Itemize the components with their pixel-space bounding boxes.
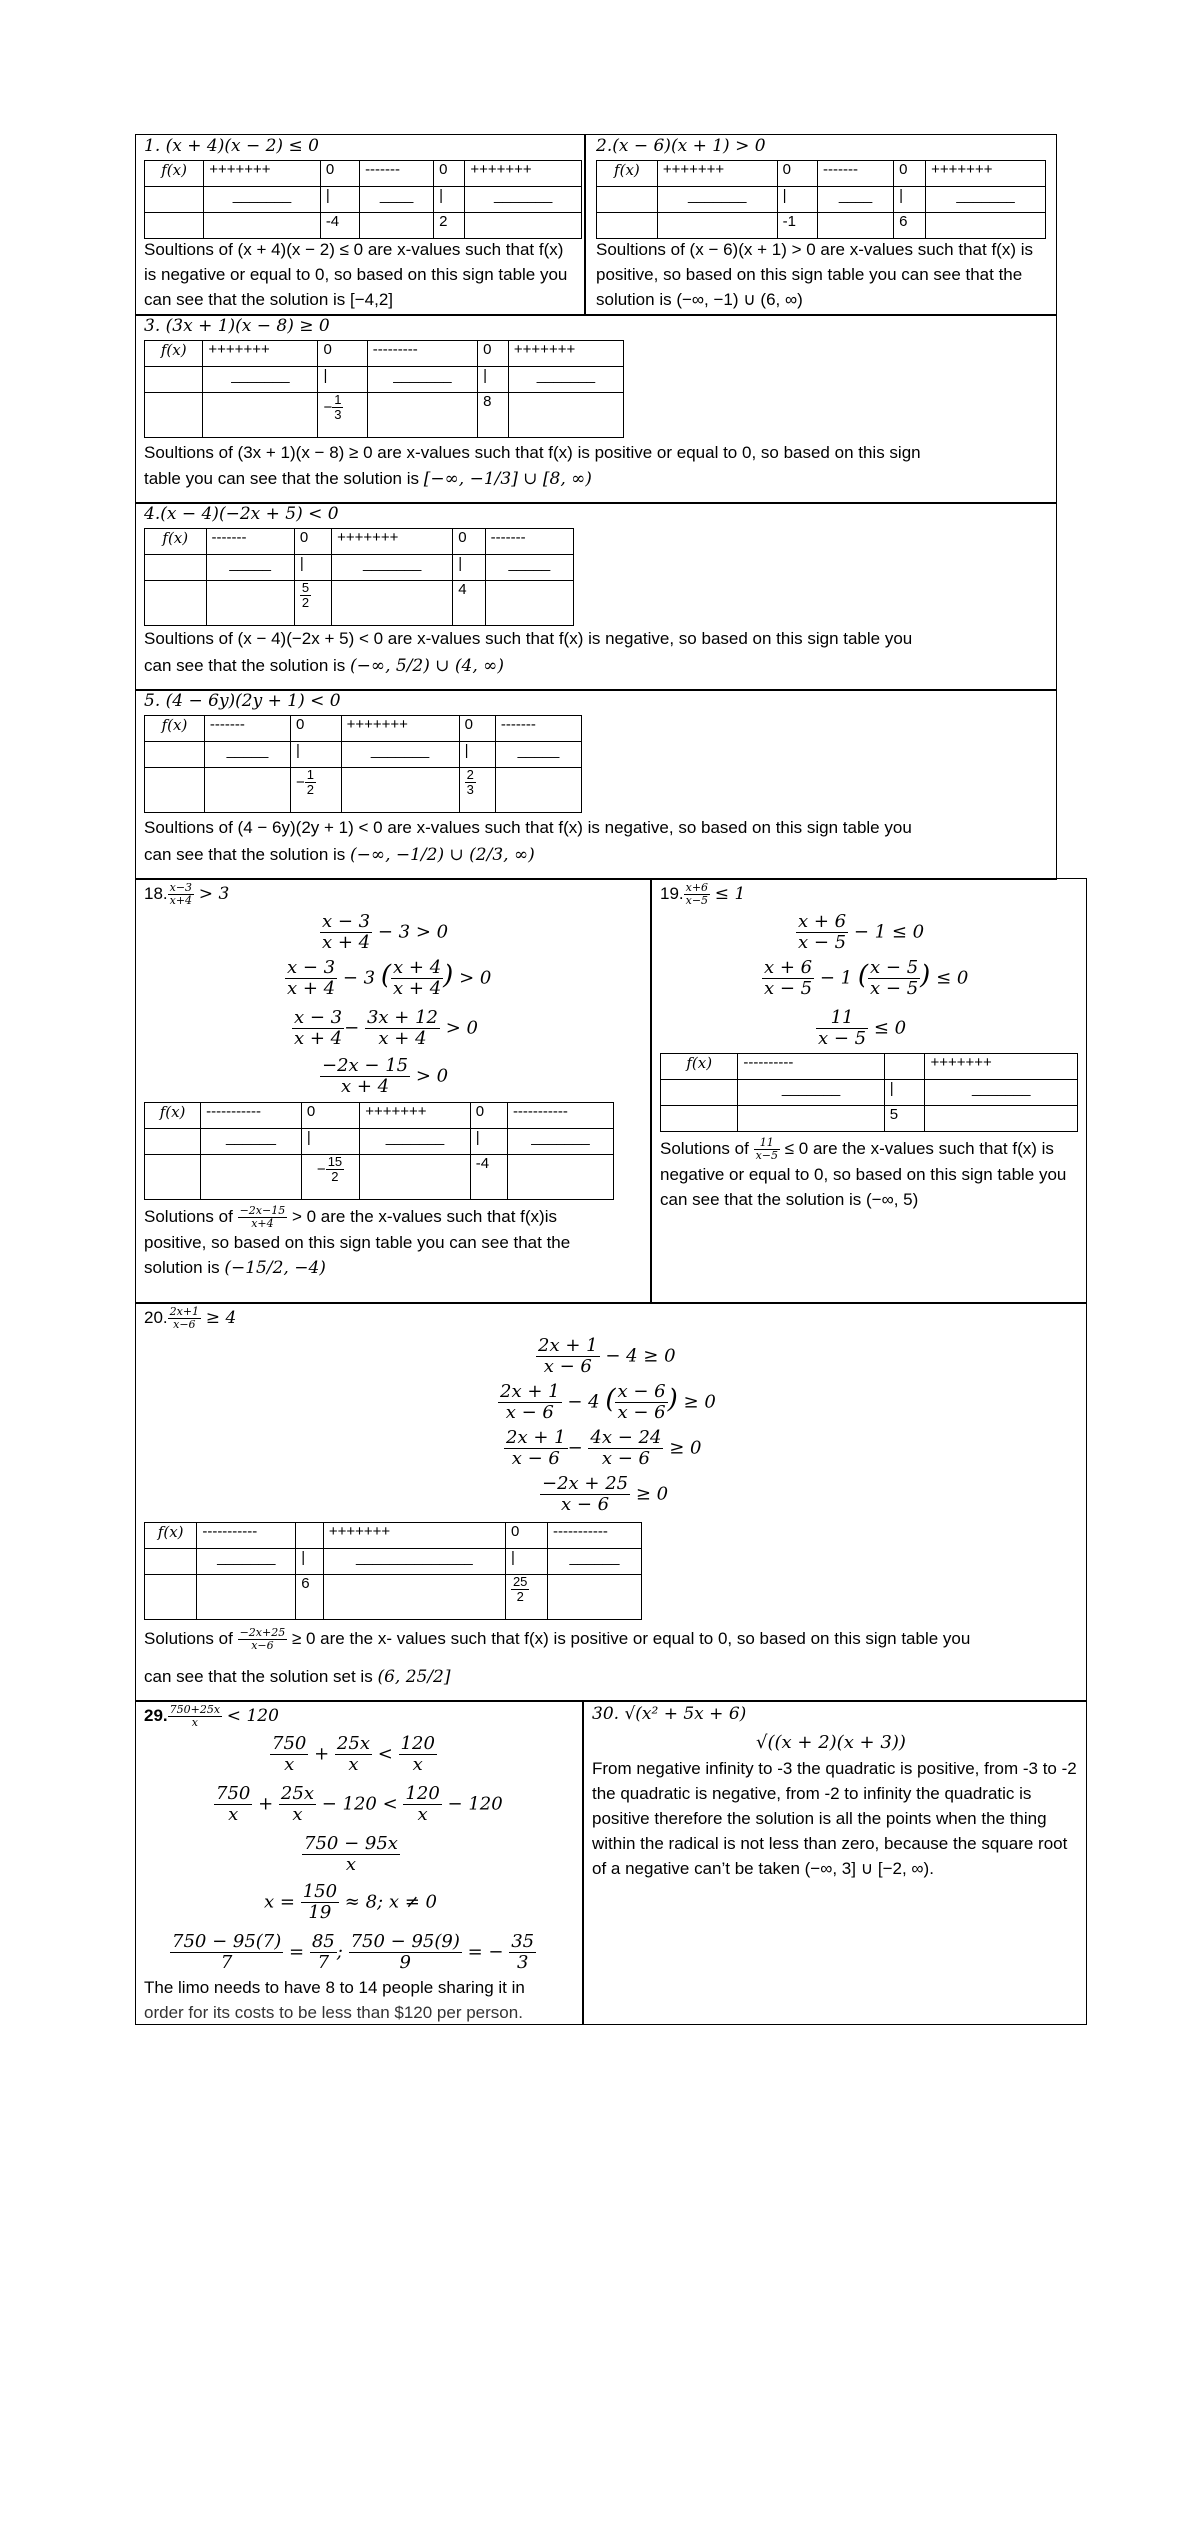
line-cell: _______ [367,367,477,393]
problem-19-step-2: $\frac{x + 6}{x - 5}$ − 1 ( $\frac{x - 5}{x - 5}$ ) ≤ 0 [764,957,969,999]
problem-18-step-2: $\frac{x - 3}{x + 4}$ − 3 ( $\frac{x + 4}{x + 4}$ ) > 0 [287,957,492,999]
bar-cell: | [505,1549,547,1575]
zero-value: $\frac{25}{2}$ [505,1575,547,1620]
problem-18-sign-table [144,1102,614,1200]
problem-19-title: 19. $\frac{x+6}{x-5}$ ≤ 1 [660,881,746,908]
problem-20-title: 20. $\frac{2x+1}{x-6}$ ≥ 4 [144,1305,237,1332]
problem-30-title: 30. √(x² + 5x + 6) [592,1704,747,1724]
sign-cell: 0 [470,1103,507,1129]
line-cell: _______ [738,1080,884,1106]
line-cell: ____ [360,187,434,213]
sign-cell: +++++++ [204,161,321,187]
problem-29-step-4: x = $\frac{150}{19}$ ≈ 8; x ≠ 0 [264,1881,437,1923]
problem-18-step-1: $\frac{x - 3}{x + 4}$ − 3 > 0 [322,911,449,953]
sign-cell: +++++++ [203,341,318,367]
problem-20-solution: (6, 25/2] [377,1667,451,1687]
problem-19-solution-text: Solutions of $\frac{11}{x-5}$ ≤ 0 are the x-values such that f(x) is negative or equal to 0, so based on this sign table you can see that the solution is (−∞, 5) [660,1135,1067,1210]
problem-3-solution: [−∞, −1/3] ∪ [8, ∞) [423,469,592,489]
sign-cell: 0 [777,161,817,187]
problem-20-step-3: $\frac{2x + 1}{x - 6}$ − $\frac{4x - 24}{x - 6}$ ≥ 0 [506,1427,702,1469]
problem-20-solution-lead: can see that the solution set is (6, 25/2] [144,1667,451,1687]
zero-value: $\frac{5}{2}$ [294,581,331,626]
sign-cell: ----------- [197,1523,296,1549]
problem-2-sign-table [596,160,1046,239]
sign-cell: +++++++ [657,161,777,187]
bar-cell: | [777,187,817,213]
problem-3-sign-table [144,340,624,438]
line-cell: _____ [206,555,294,581]
line-cell: _______ [332,555,453,581]
problem-4-title: 4.(x − 4)(−2x + 5) < 0 [144,504,339,524]
problem-29-conclusion-line-2: order for its costs to be less than $120 per person. [144,2003,523,2022]
bar-cell: | [294,555,331,581]
line-cell: _______ [203,367,318,393]
problem-18-step-4: $\frac{-2x - 15}{x + 4}$ > 0 [322,1055,449,1097]
line-cell: _______ [925,1080,1078,1106]
problem-1-title: 1. (x + 4)(x − 2) ≤ 0 [144,136,319,156]
sign-cell: +++++++ [508,341,623,367]
sign-cell [884,1054,925,1080]
sign-cell: 0 [478,341,509,367]
sign-cell: +++++++ [332,529,453,555]
sign-cell: ---------- [738,1054,884,1080]
sign-cell: +++++++ [323,1523,505,1549]
sign-cell: ------- [360,161,434,187]
zero-value: 5 [884,1106,925,1132]
problem-3-solution-lead: table you can see that the solution is [−∞, −1/3] ∪ [8, ∞) [144,469,592,489]
problem-20-step-2: $\frac{2x + 1}{x - 6}$ − 4 ( $\frac{x - 6}{x - 6}$ ) ≥ 0 [500,1381,716,1423]
line-cell: _______ [197,1549,296,1575]
fx-label: f(x) [145,161,204,187]
sign-cell [296,1523,324,1549]
zero-value: -1 [777,213,817,239]
sign-cell: ----------- [507,1103,613,1129]
problem-4-solution-text: Soultions of (x − 4)(−2x + 5) < 0 are x-values such that f(x) is negative, so based on this sign table you [144,629,913,648]
fx-label: f(x) [145,1523,197,1549]
bar-cell: | [320,187,359,213]
problem-5-solution: (−∞, −1/2) ∪ (2/3, ∞) [350,845,535,865]
line-cell: _______ [657,187,777,213]
problem-20-solution-text: Solutions of $\frac{-2x+25}{x-6}$ ≥ 0 are the x- values such that f(x) is positive or equal to 0, so based on this sign table you [144,1625,971,1653]
bar-cell: | [296,1549,324,1575]
sign-cell: --------- [367,341,477,367]
bar-cell: | [318,367,367,393]
problem-3-solution-text: Soultions of (3x + 1)(x − 8) ≥ 0 are x-values such that f(x) is positive or equal to 0, so based on this sign [144,443,921,462]
sign-cell: 0 [318,341,367,367]
bar-cell: | [894,187,926,213]
sign-cell: +++++++ [360,1103,471,1129]
fx-label: f(x) [145,341,203,367]
line-cell: _______ [465,187,582,213]
problem-1-sign-table [144,160,582,239]
line-cell: _____ [204,742,290,768]
bar-cell: | [459,742,495,768]
bar-cell: | [301,1129,359,1155]
line-cell: _____ [485,555,573,581]
line-cell: _______ [341,742,459,768]
line-cell: ______________ [323,1549,505,1575]
sign-cell: ----------- [201,1103,302,1129]
zero-value: 6 [296,1575,324,1620]
problem-29-step-2: $\frac{750}{x}$ + $\frac{25x}{x}$ − 120 < $\frac{120}{x}$ − 120 [216,1783,503,1825]
problem-19-sign-table [660,1053,1078,1132]
sign-cell: 0 [294,529,331,555]
sign-cell: +++++++ [925,1054,1078,1080]
zero-value: $\frac{2}{3}$ [459,768,495,813]
bar-cell: | [434,187,465,213]
problem-5-title: 5. (4 − 6y)(2y + 1) < 0 [144,691,341,711]
problem-1-solution-text: Soultions of (x + 4)(x − 2) ≤ 0 are x-values such that f(x) is negative or equal to 0, so based on this sign table you can see that the solution is [−4,2] [144,240,568,309]
problem-30-step-1: √((x + 2)(x + 3)) [756,1732,906,1753]
line-cell: _____ [495,742,581,768]
problem-19-step-3: $\frac{11}{x - 5}$ ≤ 0 [818,1007,907,1049]
zero-value: − $\frac{1}{2}$ [290,768,341,813]
sign-cell: ----------- [547,1523,641,1549]
zero-value: -4 [320,213,359,239]
zero-value: 6 [894,213,926,239]
bar-cell: | [470,1129,507,1155]
problem-4-solution: (−∞, 5/2) ∪ (4, ∞) [350,656,504,676]
sign-cell: 0 [453,529,485,555]
zero-value: 4 [453,581,485,626]
sign-cell: +++++++ [341,716,459,742]
line-cell: ______ [547,1549,641,1575]
problem-19-step-1: $\frac{x + 6}{x - 5}$ − 1 ≤ 0 [798,911,925,953]
sign-cell: ------- [495,716,581,742]
sign-cell: ------- [817,161,893,187]
problem-18-title: 18. $\frac{x-3}{x+4}$ > 3 [144,881,230,908]
fx-label: f(x) [145,716,205,742]
problem-18-step-3: $\frac{x - 3}{x + 4}$ − $\frac{3x + 12}{x + 4}$ > 0 [294,1007,479,1049]
problem-4-solution-lead: can see that the solution is (−∞, 5/2) ∪ (4, ∞) [144,656,504,676]
fx-label: f(x) [597,161,658,187]
sign-cell: ------- [204,716,290,742]
zero-value: − $\frac{15}{2}$ [301,1155,359,1200]
line-cell: ____ [817,187,893,213]
zero-value: -4 [470,1155,507,1200]
bar-cell: | [453,555,485,581]
problem-4-sign-table [144,528,574,626]
sign-cell: 0 [290,716,341,742]
problem-5-sign-table [144,715,582,813]
fx-label: f(x) [661,1054,738,1080]
fx-label: f(x) [145,1103,201,1129]
problem-2-title: 2.(x − 6)(x + 1) > 0 [596,136,766,156]
problem-29-step-3: $\frac{750 - 95x}{x}$ [304,1833,398,1875]
sign-cell: ------- [485,529,573,555]
sign-cell: 0 [434,161,465,187]
line-cell: _______ [926,187,1046,213]
problem-5-solution-text: Soultions of (4 − 6y)(2y + 1) < 0 are x-values such that f(x) is negative, so based on this sign table you [144,818,912,837]
problem-5-solution-lead: can see that the solution is (−∞, −1/2) ∪ (2/3, ∞) [144,845,535,865]
problem-30-explanation: From negative infinity to -3 the quadratic is positive, from -3 to -2 the quadratic is negative, from -2 to infinity the quadratic is positive therefore the solution is all the points when the thing within the radical is not less than zero, because the square root of a negative can’t be taken (−∞, 3] ∪ [−2, ∞). [592,1759,1077,1878]
zero-value: 8 [478,393,509,438]
problem-20-sign-table [144,1522,642,1620]
sign-cell: 0 [301,1103,359,1129]
line-cell: _______ [507,1129,613,1155]
sign-cell: 0 [505,1523,547,1549]
sign-cell: ------- [206,529,294,555]
bar-cell: | [884,1080,925,1106]
problem-18-solution-text: Solutions of $\frac{-2x-15}{x+4}$ > 0 are the x-values such that f(x)is positive, so based on this sign table you can see that the solution is (−15/2, −4) [144,1203,571,1279]
problem-18-solution: (−15/2, −4) [224,1258,326,1279]
sign-cell: 0 [894,161,926,187]
line-cell: _______ [360,1129,471,1155]
problem-29-step-5: $\frac{750 - 95(7)}{7}$ = $\frac{85}{7}$ ; $\frac{750 - 95(9)}{9}$ = − $\frac{35}{3}$ [172,1931,535,1973]
problem-2-solution-text: Soultions of (x − 6)(x + 1) > 0 are x-values such that f(x) is positive, so based on this sign table you can see that the solution is (−∞, −1) ∪ (6, ∞) [596,240,1033,309]
zero-value: − $\frac{1}{3}$ [318,393,367,438]
problem-29-title: 29. $\frac{750+25x}{x}$ < 120 [144,1703,279,1730]
sign-cell: +++++++ [465,161,582,187]
problem-20-step-1: $\frac{2x + 1}{x - 6}$ − 4 ≥ 0 [538,1335,676,1377]
line-cell: _______ [204,187,321,213]
sign-cell: 0 [320,161,359,187]
zero-value: 2 [434,213,465,239]
problem-29-conclusion-line-1: The limo needs to have 8 to 14 people sharing it in [144,1978,525,1997]
line-cell: _______ [508,367,623,393]
problem-29-step-1: $\frac{750}{x}$ + $\frac{25x}{x}$ < $\frac{120}{x}$ [272,1733,435,1775]
problem-3-title: 3. (3x + 1)(x − 8) ≥ 0 [144,316,330,336]
sign-cell: +++++++ [926,161,1046,187]
sign-cell: 0 [459,716,495,742]
fx-label: f(x) [145,529,207,555]
bar-cell: | [290,742,341,768]
line-cell: ______ [201,1129,302,1155]
problem-20-step-4: $\frac{-2x + 25}{x - 6}$ ≥ 0 [542,1473,669,1515]
bar-cell: | [478,367,509,393]
